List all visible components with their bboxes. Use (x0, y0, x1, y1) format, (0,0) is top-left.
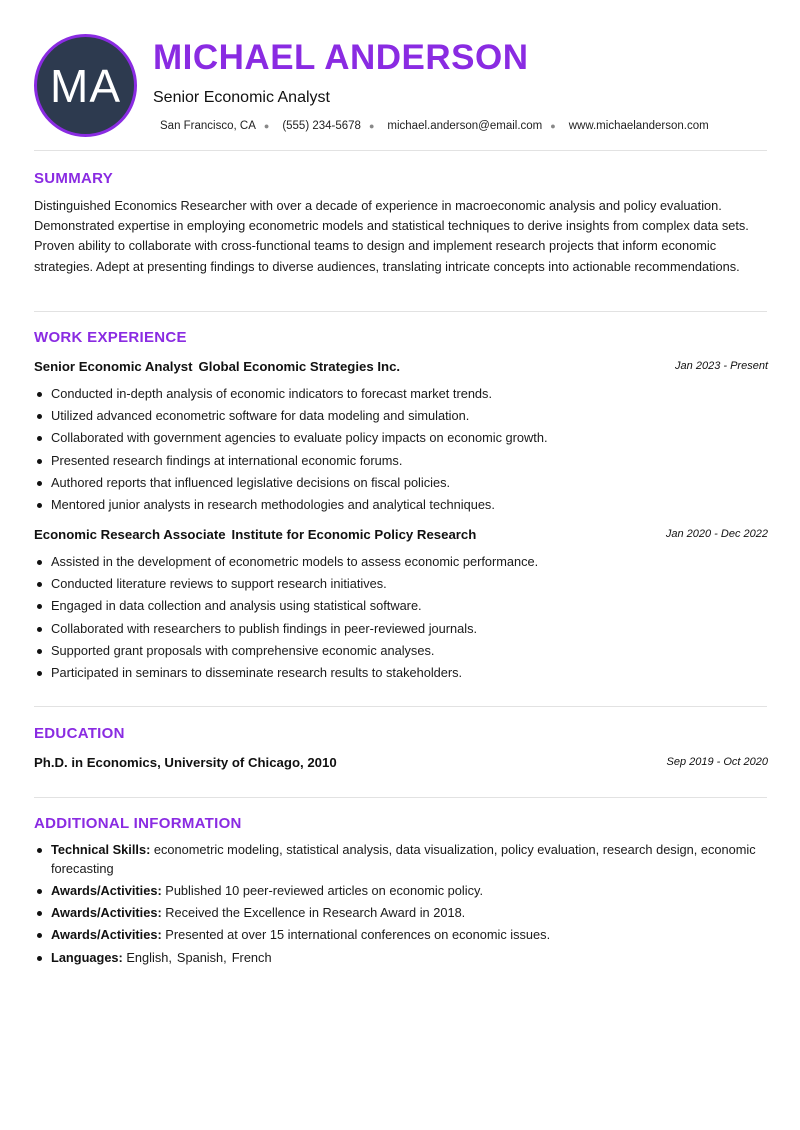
info-label: Awards/Activities: (51, 927, 162, 943)
contact-email[interactable]: michael.anderson@email.com (387, 120, 543, 132)
candidate-name: MICHAEL ANDERSON (153, 38, 529, 77)
additional-info-heading: ADDITIONAL INFORMATION (34, 815, 242, 832)
additional-info-list (34, 841, 768, 967)
languages-item (34, 949, 768, 968)
list-item (34, 882, 768, 901)
education-section (34, 725, 768, 774)
section-divider (34, 706, 767, 707)
job-header (34, 526, 768, 546)
list-item: Engaged in data collection and analysis using statistical software. (34, 595, 768, 617)
bullet-separator-icon: ● (368, 121, 375, 131)
additional-info-section (34, 815, 768, 971)
contact-location: San Francisco, CA (160, 120, 256, 132)
bullet-separator-icon: ● (550, 121, 556, 131)
job-dates: Jan 2020 - Dec 2022 (665, 528, 768, 540)
languages-label: Languages: (51, 949, 123, 965)
job-entry (34, 358, 768, 516)
job-role: Senior Economic Analyst (34, 359, 193, 374)
work-experience-heading: WORK EXPERIENCE (34, 329, 187, 346)
list-item: Utilized advanced econometric software for data modeling and simulation. (34, 405, 768, 427)
list-item: Conducted in-depth analysis of economic indicators to forecast market trends. (34, 383, 768, 405)
list-item (34, 926, 768, 945)
list-item: Assisted in the development of econometric models to assess economic performance. (34, 551, 768, 573)
info-text: econometric modeling, statistical analysis, data visualization, policy evaluation, research design, economic forecasting (51, 842, 756, 876)
section-divider (34, 797, 767, 798)
summary-text: Distinguished Economics Researcher with over a decade of experience in macroeconomic analysis and policy evaluation. Demonstrated expertise in employing econometric models and statistical techniques to derive insights from complex data sets. Proven ability to collaborate with cross-functional teams to design and implement research projects that inform economic strategies. Adept at presenting findings to diverse audiences, translating intricate concepts into actionable recommendations. (34, 198, 749, 274)
contact-line (160, 120, 709, 132)
list-item: Conducted literature reviews to support research initiatives. (34, 573, 768, 595)
job-company: Institute for Economic Policy Research (231, 527, 477, 542)
job-bullets (34, 383, 768, 516)
contact-website[interactable]: www.michaelanderson.com (568, 120, 709, 132)
job-dates: Jan 2023 - Present (675, 360, 768, 372)
list-item: Authored reports that influenced legislative decisions on fiscal policies. (34, 472, 768, 494)
job-role-line (34, 527, 476, 542)
contact-phone: (555) 234-5678 (282, 120, 361, 132)
list-item: Supported grant proposals with comprehensive economic analyses. (34, 640, 768, 662)
list-item: Presented research findings at international economic forums. (34, 450, 768, 472)
info-text: Presented at over 15 international conferences on economic issues. (165, 927, 551, 943)
resume-header (34, 34, 768, 138)
job-entry (34, 526, 768, 684)
job-role: Economic Research Associate (34, 527, 226, 542)
avatar-initials: MA (50, 59, 121, 112)
info-label: Awards/Activities: (51, 882, 162, 898)
job-role-line (34, 359, 400, 374)
bullet-separator-icon: ● (263, 121, 270, 131)
list-item (34, 904, 768, 923)
education-entry (34, 754, 768, 774)
avatar (34, 34, 137, 137)
candidate-title: Senior Economic Analyst (153, 89, 330, 106)
job-header (34, 358, 768, 378)
section-divider (34, 311, 767, 312)
language: French (231, 949, 272, 965)
info-label: Technical Skills: (51, 842, 151, 857)
work-experience-section (34, 329, 768, 689)
education-degree: Ph.D. in Economics, University of Chicago, 2010 (34, 755, 337, 770)
list-item: Mentored junior analysts in research methodologies and analytical techniques. (34, 494, 768, 516)
list-item: Collaborated with government agencies to evaluate policy impacts on economic growth. (34, 427, 768, 449)
list-item: Participated in seminars to disseminate research results to stakeholders. (34, 662, 768, 684)
list-item: Collaborated with researchers to publish findings in peer-reviewed journals. (34, 618, 768, 640)
language: English, (126, 949, 172, 965)
list-item (34, 841, 768, 878)
education-dates: Sep 2019 - Oct 2020 (666, 756, 768, 768)
summary-heading: SUMMARY (34, 170, 114, 187)
language: Spanish, (176, 949, 227, 965)
job-bullets (34, 551, 768, 684)
info-label: Awards/Activities: (51, 904, 162, 920)
info-text: Received the Excellence in Research Award in 2018. (165, 904, 466, 920)
job-company: Global Economic Strategies Inc. (198, 359, 401, 374)
section-divider (34, 150, 767, 151)
summary-section (34, 170, 768, 277)
education-heading: EDUCATION (34, 725, 125, 742)
info-text: Published 10 peer-reviewed articles on economic policy. (165, 882, 483, 898)
